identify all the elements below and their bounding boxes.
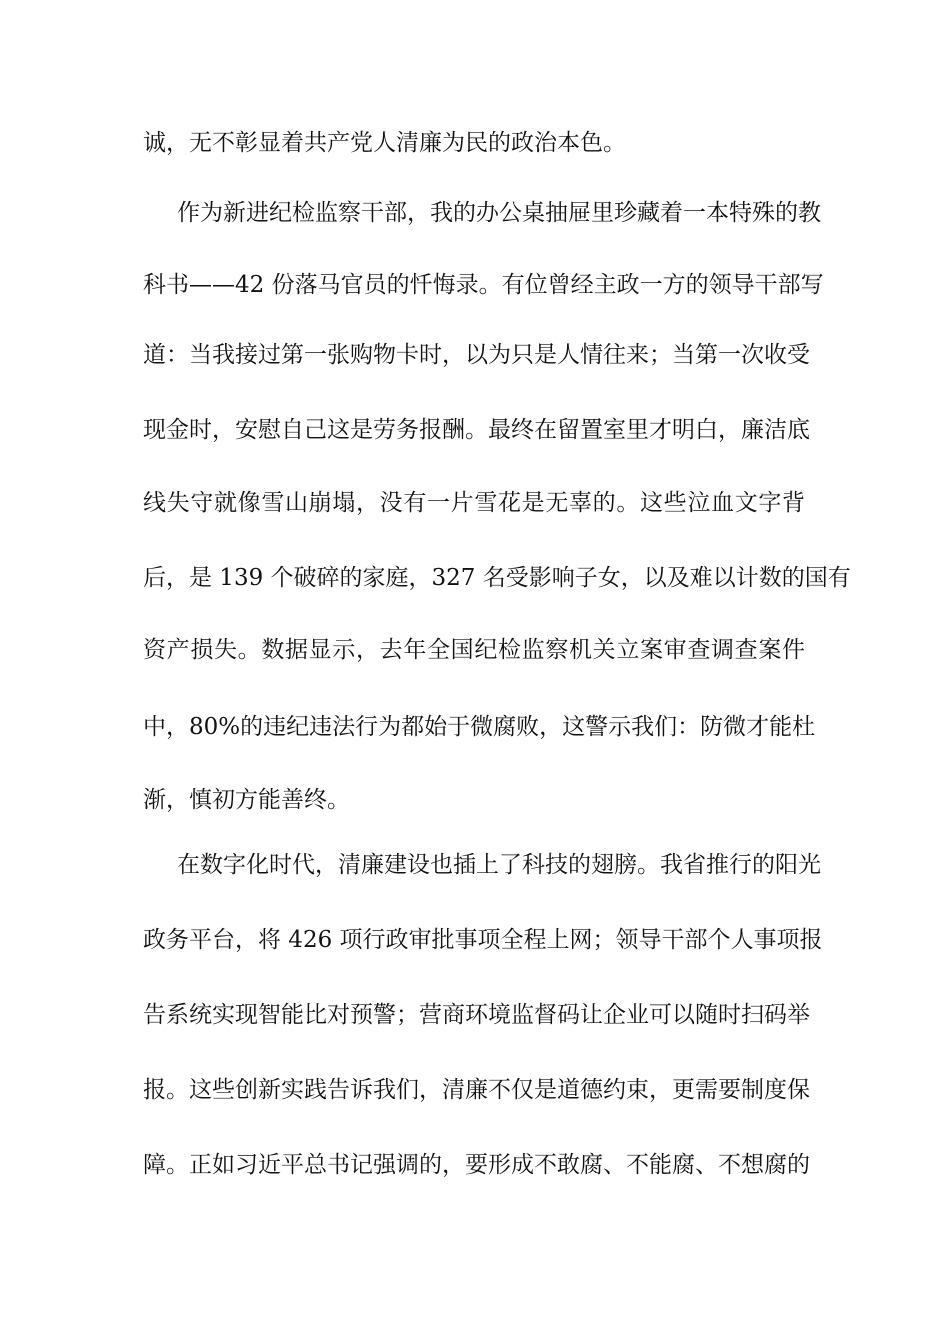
paragraph-line: 现金时，安慰自己这是劳务报酬。最终在留置室里才明白，廉洁底 (143, 417, 810, 443)
paragraph-line: 线失守就像雪山崩塌，没有一片雪花是无辜的。这些泣血文字背 (143, 490, 805, 516)
paragraph-line: 后，是 139 个破碎的家庭，327 名受影响子女，以及难以计数的国有 (143, 565, 851, 591)
paragraph-line: 道：当我接过第一张购物卡时，以为只是人情往来；当第一次收受 (143, 342, 810, 368)
paragraph-line: 政务平台，将 426 项行政审批事项全程上网；领导干部个人事项报 (143, 927, 823, 953)
paragraph-line: 报。这些创新实践告诉我们，清廉不仅是道德约束，更需要制度保 (143, 1077, 810, 1103)
paragraph-line: 中，80%的违纪违法行为都始于微腐败，这警示我们：防微才能杜 (143, 714, 816, 740)
paragraph-line: 科书——42 份落马官员的忏悔录。有位曾经主政一方的领导干部写 (143, 272, 824, 298)
paragraph-line: 资产损失。数据显示，去年全国纪检监察机关立案审查调查案件 (143, 637, 805, 663)
paragraph-line: 渐，慎初方能善终。 (143, 787, 350, 813)
paragraph-line: 障。正如习近平总书记强调的，要形成不敢腐、不能腐、不想腐的 (143, 1152, 810, 1178)
paragraph-line: 在数字化时代，清廉建设也插上了科技的翅膀。我省推行的阳光 (177, 852, 821, 878)
paragraph-line: 作为新进纪检监察干部，我的办公桌抽屉里珍藏着一本特殊的教 (177, 200, 821, 226)
paragraph-line: 诚，无不彰显着共产党人清廉为民的政治本色。 (143, 130, 626, 156)
paragraph-line: 告系统实现智能比对预警；营商环境监督码让企业可以随时扫码举 (143, 1002, 810, 1028)
